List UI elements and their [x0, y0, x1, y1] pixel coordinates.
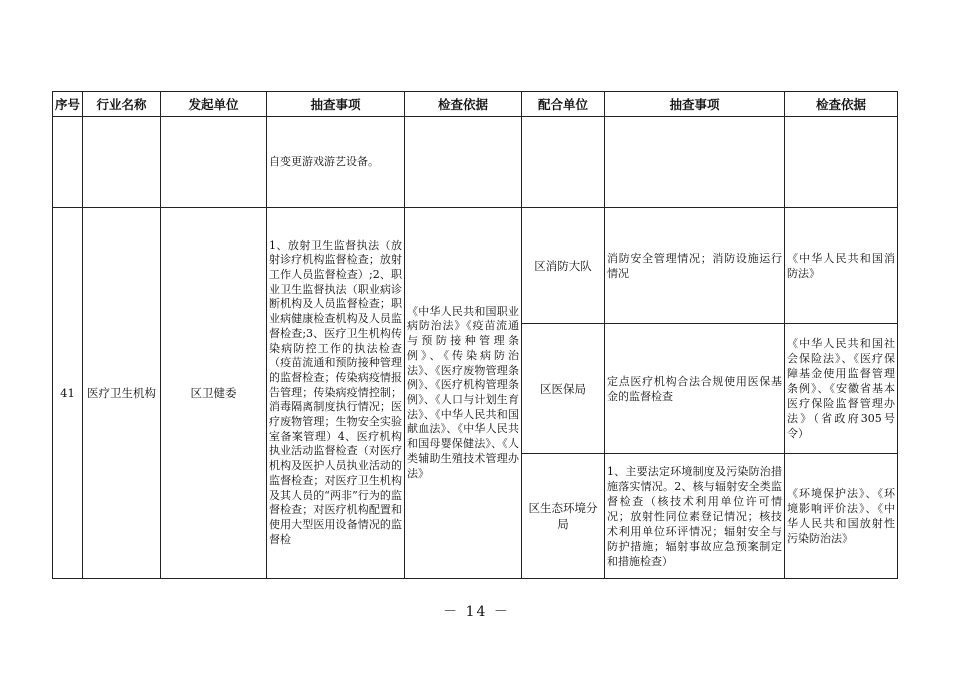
col-header-basis: 检查依据 — [405, 92, 522, 117]
col-header-no: 序号 — [53, 92, 83, 117]
col-header-partner-basis: 检查依据 — [785, 92, 898, 117]
col-header-industry: 行业名称 — [83, 92, 161, 117]
continuation-item-text: 自变更游戏游艺设备。 — [267, 117, 405, 208]
header-row — [53, 92, 898, 117]
partner-basis-medical-insurance: 《中华人民共和国社会保险法》、《医疗保障基金使用监督管理条例》、《安徽省基本医疗保险监督管理办法》（省政府305号令） — [785, 324, 898, 454]
partner-unit-environment: 区生态环境分局 — [522, 454, 605, 579]
partner-items-fire: 消防安全管理情况；消防设施运行情况 — [605, 208, 785, 324]
partner-items-medical-insurance: 定点医疗机构合法合规使用医保基金的监督检查 — [605, 324, 785, 454]
partner-unit-medical-insurance: 区医保局 — [522, 324, 605, 454]
partner-basis-environment: 《环境保护法》、《环境影响评价法》、《中华人民共和国放射性污染防治法》 — [785, 454, 898, 579]
inspection-items: 1、放射卫生监督执法（放射诊疗机构监督检查；放射工作人员监督检查）;2、职业卫生监督执法（职业病诊断机构及人员监督检查；职业病健康检查机构及人员监督检查;3、医疗卫生机构传染病防控工作的执法检查（疫苗流通和预防接种管理的监督检查；传染病疫情报告管理；传染病疫情控制；消毒隔离制度执行情况；医疗废物管理；生物安全实验室备案管理）4、医疗机构执业活动监督检查（对医疗机构及医护人员执业活动的监督检查；对医疗卫生机构及其人员的“两非”行为的监督检查；对医疗机构配置和使用大型医用设备情况的监督检 — [267, 208, 405, 579]
initiator-unit: 区卫健委 — [161, 208, 267, 579]
partner-items-environment: 1、主要法定环境制度及污染防治措施落实情况。2、核与辐射安全类监督检查（核技术利用单位许可情况；放射性同位素登记情况；核技术利用单位环评情况；辐射安全与防护措施；辐射事故应急预案制定和措施检查） — [605, 454, 785, 579]
partner-basis-fire: 《中华人民共和国消防法》 — [785, 208, 898, 324]
partner-unit-fire: 区消防大队 — [522, 208, 605, 324]
row-number: 41 — [53, 208, 83, 579]
col-header-items: 抽查事项 — [267, 92, 405, 117]
col-header-initiator: 发起单位 — [161, 92, 267, 117]
continuation-row — [53, 117, 898, 208]
inspection-table — [52, 91, 898, 579]
col-header-partner-items: 抽查事项 — [605, 92, 785, 117]
inspection-basis: 《中华人民共和国职业病防治法》《疫苗流通与预防接种管理条例》、《传染病防治法》、《医疗废物管理条例》、《医疗机构管理条例》、《人口与计划生育法》、《中华人民共和国献血法》、《中华人民共和国母婴保健法》、《人类辅助生殖技术管理办法》 — [405, 208, 522, 579]
industry-name: 医疗卫生机构 — [83, 208, 161, 579]
page-number: － 14 － — [443, 604, 510, 620]
col-header-partner: 配合单位 — [522, 92, 605, 117]
table-row — [53, 208, 898, 324]
